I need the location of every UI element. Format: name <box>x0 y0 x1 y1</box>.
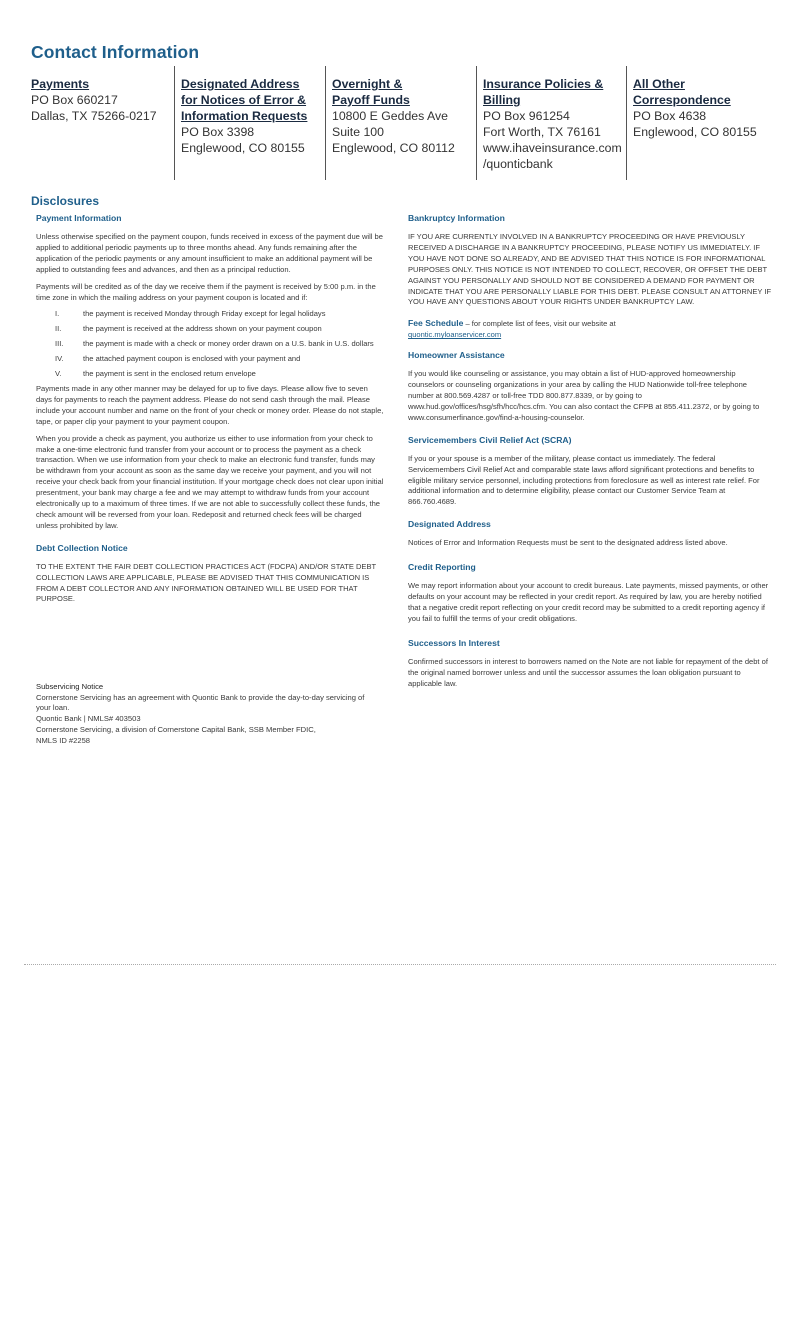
page-divider <box>24 964 776 965</box>
list-item <box>36 354 384 365</box>
list-number: II. <box>55 324 62 334</box>
contact-heading: Correspondence <box>633 93 731 108</box>
list-number: III. <box>55 339 64 349</box>
contact-line: 10800 E Geddes Ave <box>332 109 449 124</box>
contact-line: Englewood, CO 80155 <box>633 125 757 140</box>
contact-insurance <box>476 66 627 180</box>
section-heading-designated-address: Designated Address <box>408 519 491 530</box>
contact-line: PO Box 3398 <box>181 125 255 140</box>
section-heading-successors: Successors In Interest <box>408 637 500 648</box>
fee-schedule-label: Fee Schedule <box>408 318 464 329</box>
subservicing-notice <box>36 682 366 746</box>
paragraph: IF YOU ARE CURRENTLY INVOLVED IN A BANKRUPTCY PROCEEDING OR HAVE PREVIOUSLY RECEIVED A DISCHARGE IN A BANKRUPTCY PROCEEDING, PLEASE NOTIFY US IMMEDIATELY. IF YOU HAVE NOT DONE SO ALREADY, AND BE ADVISED THAT THIS NOTICE IS FOR INFORMATIONAL PURPOSES ONLY. THIS NOTICE IS NOT INTENDED TO COLLECT, RECOVER, OR OFFSET THE DEBT AGAINST YOU PERSONALLY AND SHOULD NOT BE CONSIDERED A DEMAND FOR PAYMENT OR INDICATE THAT YOU ARE PERSONALLY LIABLE FOR THIS DEBT. PLEASE CONSULT AN ATTORNEY IF YOU HAVE ANY QUESTIONS ABOUT YOUR RIGHTS UNDER BANKRUPTCY LAW. <box>408 232 772 307</box>
fee-schedule <box>408 318 772 341</box>
contact-columns <box>31 66 771 180</box>
contact-heading: All Other <box>633 77 685 91</box>
list-item <box>36 369 384 380</box>
section-heading-payment-information: Payment Information <box>36 213 122 223</box>
disclosures-title: Disclosures <box>31 194 100 208</box>
section-heading-credit-reporting: Credit Reporting <box>408 562 476 573</box>
paragraph: We may report information about your account to credit bureaus. Late payments, missed payments, or other defaults on your account may be reflected in your credit report. As required by law, you are hereby notified that a negative credit report reflecting on your credit record may be submitted to a credit reporting agency if you fail to fulfill the terms of your credit obligations. <box>408 581 769 623</box>
contact-line: PO Box 660217 <box>31 93 118 108</box>
list-number: V. <box>55 369 62 379</box>
contact-heading: Designated Address <box>181 77 300 91</box>
contact-other-correspondence <box>626 66 771 180</box>
list-text: the payment is received Monday through Friday except for legal holidays <box>83 309 326 319</box>
list-item <box>36 339 384 350</box>
contact-line: Englewood, CO 80112 <box>332 141 455 156</box>
contact-line: Suite 100 <box>332 125 384 140</box>
fee-schedule-link[interactable]: quontic.myloanservicer.com <box>408 330 502 340</box>
contact-heading: Billing <box>483 93 521 108</box>
list-item <box>36 324 384 335</box>
contact-heading: Insurance Policies & <box>483 77 604 91</box>
insurance-website-link[interactable]: /quonticbank <box>483 157 553 172</box>
contact-line: PO Box 4638 <box>633 109 707 124</box>
contact-heading: Payoff Funds <box>332 93 410 108</box>
paragraph: If you would like counseling or assistance, you may obtain a list of HUD-approved homeownership counselors or counseling organizations in your area by calling the HUD Nationwide toll-free telephone number at 800.569.4287 or toll-free TDD 800.877.8339, or by going to www.hud.gov/offices/hsg/sfh/hcc/hcs.cfm. You can also contact the CFPB at 855.411.2372, or by going to www.consumerfinance.gov/find-a-housing-counselor. <box>408 369 760 422</box>
list-text: the payment is made with a check or money order drawn on a U.S. bank in U.S. dollars <box>83 339 374 349</box>
list-text: the payment is sent in the enclosed return envelope <box>83 369 256 379</box>
contact-heading: Overnight & <box>332 77 403 91</box>
page-title: Contact Information <box>31 42 200 62</box>
subservicing-heading: Subservicing Notice <box>36 682 104 691</box>
insurance-website-link[interactable]: www.ihaveinsurance.com <box>483 141 622 156</box>
list-number: IV. <box>55 354 64 364</box>
subservicing-line: NMLS ID #2258 <box>36 735 91 745</box>
contact-heading: Information Requests <box>181 109 308 124</box>
list-text: the attached payment coupon is enclosed with your payment and <box>83 354 301 364</box>
paragraph: Payments will be credited as of the day we receive them if the payment is received by 5:00 p.m. in the time zone in which the mailing address on your payment coupon is located and if: <box>36 281 376 302</box>
list-number: I. <box>55 309 60 319</box>
section-heading-homeowner-assistance: Homeowner Assistance <box>408 350 505 361</box>
contact-payments <box>31 66 175 180</box>
contact-line: Dallas, TX 75266-0217 <box>31 109 157 124</box>
paragraph: If you or your spouse is a member of the military, please contact us immediately. The federal Servicemembers Civil Relief Act and comparable state laws afford significant protections and benefits to eligible military service personnel, including protections from foreclosure as well as interest rate relief. For additional information and to determine eligibility, please contact our Customer Service Team at 866.760.4689. <box>408 453 760 507</box>
paragraph: Notices of Error and Information Requests must be sent to the designated address listed above. <box>408 538 728 548</box>
paragraph: Unless otherwise specified on the payment coupon, funds received in excess of the payment due will be applied to additional periodic payments up to three months ahead. Any funds remaining after the application of the periodic payments or any amount insufficient to make an additional payment will be applied to outstanding fees and advances, and then as a principal reduction. <box>36 232 383 274</box>
contact-heading: Payments <box>31 77 90 91</box>
list-text: the payment is received at the address shown on your payment coupon <box>83 324 322 334</box>
fee-schedule-text: – for complete list of fees, visit our website at <box>463 319 616 329</box>
paragraph: Payments made in any other manner may be delayed for up to five days. Please allow five to seven days for payments to reach the payment address. Please do not send cash through the mail. Please include your account number and name on the front of your check or money order. Please do not staple, tape, or paper clip your payment to your payment coupon. <box>36 383 384 426</box>
subservicing-line: Cornerstone Servicing has an agreement with Quontic Bank to provide the day-to-day servicing of your loan. <box>36 692 365 713</box>
section-heading-scra: Servicemembers Civil Relief Act (SCRA) <box>408 434 572 445</box>
subservicing-line: Cornerstone Servicing, a division of Cornerstone Capital Bank, SSB Member FDIC, <box>36 724 316 734</box>
disclosures-left-column <box>36 212 384 605</box>
contact-designated-address <box>174 66 325 180</box>
paragraph: TO THE EXTENT THE FAIR DEBT COLLECTION PRACTICES ACT (FDCPA) AND/OR STATE DEBT COLLECTION LAWS ARE APPLICABLE, PLEASE BE ADVISED THAT THIS COMMUNICATION IS FROM A DEBT COLLECTOR AND ANY INFORMATION OBTAINED WILL BE USED FOR THAT PURPOSE. <box>36 561 376 604</box>
subservicing-line: Quontic Bank | NMLS# 403503 <box>36 714 141 724</box>
paragraph: Confirmed successors in interest to borrowers named on the Note are not liable for repayment of the debt of the original named borrower unless and until the successor assumes the loan obligation pursuant to applicable law. <box>408 656 768 688</box>
disclosures-right-column <box>408 212 772 689</box>
paragraph: When you provide a check as payment, you authorize us either to use information from your check to make a one-time electronic fund transfer from your account or to process the payment as a check transaction. When we use information from your check to make an electronic fund transfer, funds may be withdrawn from your account as soon as the same day we receive your payment, and you will not receive your check back from your financial institution. If your mortgage check does not clear upon initial presentment, your bank may charge a fee and we may attempt to withdraw funds from your account electronically up to a maximum of three times. If we are not able to successfully collect these funds, the check amount will be reversed from your loan. Redeposit and returned check fees will be charged unless prohibited by law. <box>36 433 384 530</box>
contact-line: PO Box 961254 <box>483 109 570 124</box>
payment-conditions-list <box>36 309 384 380</box>
contact-heading: for Notices of Error & <box>181 93 307 108</box>
section-heading-debt-collection: Debt Collection Notice <box>36 542 128 553</box>
list-item <box>36 309 384 320</box>
contact-overnight-payoff <box>325 66 476 180</box>
contact-line: Fort Worth, TX 76161 <box>483 125 601 140</box>
section-heading-bankruptcy: Bankruptcy Information <box>408 213 505 223</box>
contact-line: Englewood, CO 80155 <box>181 141 305 156</box>
